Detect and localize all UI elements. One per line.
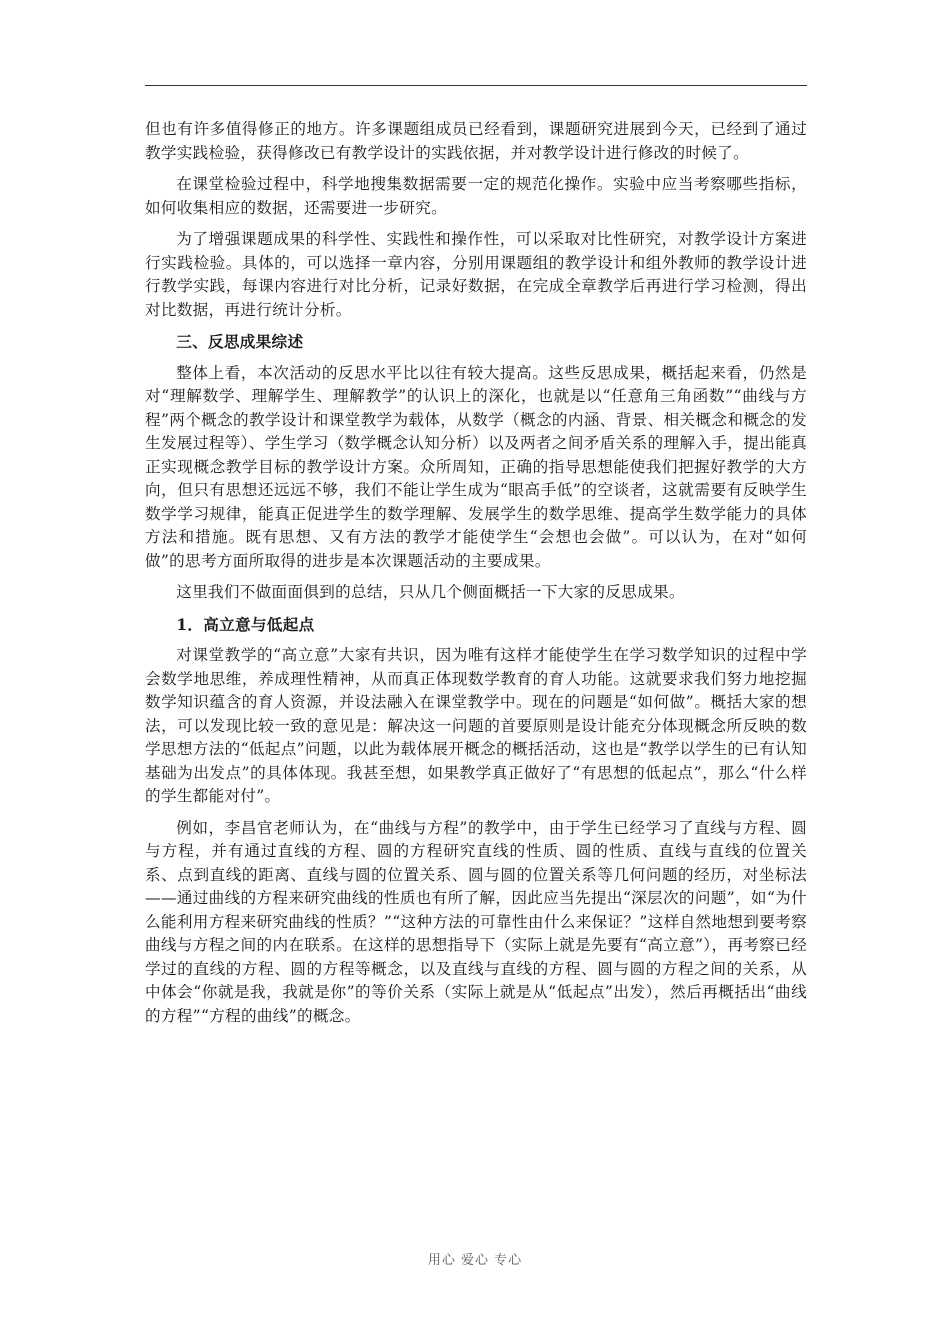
section-heading-3: 三、反思成果综述 xyxy=(176,332,304,351)
paragraph-2: 在课堂检验过程中，科学地搜集数据需要一定的规范化操作。实验中应当考察哪些指标，如何收集相应的数据，还需要进一步研究。 xyxy=(145,175,807,217)
header-rule xyxy=(145,85,807,86)
paragraph-6: 对课堂教学的“高立意”大家有共识，因为唯有这样才能使学生在学习数学知识的过程中学会数学地思维，养成理性精神，从而真正体现数学教育的育人功能。这就要求我们努力地挖掘数学知识蕴含的育人资源，并设法融入在课堂教学中。现在的问题是“如何做”。概括大家的想法，可以发现比较一致的意见是：解决这一问题的首要原则是设计能充分体现概念所反映的数学思想方法的“低起点”问题，以此为载体展开概念的概括活动，这也是“教学以学生的已有认知基础为出发点”的具体体现。我甚至想，如果教学真正做好了“有思想的低起点”，那么“什么样的学生都能对付”。 xyxy=(145,646,807,805)
paragraph-5: 这里我们不做面面俱到的总结，只从几个侧面概括一下大家的反思成果。 xyxy=(176,583,685,601)
paragraph-3: 为了增强课题成果的科学性、实践性和操作性，可以采取对比性研究，对教学设计方案进行实践检验。具体的，可以选择一章内容，分别用课题组的教学设计和组外教师的教学设计进行教学实践，每课内容进行对比分析，记录好数据，在完成全章教学后再进行学习检测，得出对比数据，再进行统计分析。 xyxy=(145,230,807,319)
page-footer: 用心 爱心 专心 xyxy=(427,1253,523,1268)
paragraph-4: 整体上看，本次活动的反思水平比以往有较大提高。这些反思成果，概括起来看，仍然是对“理解数学、理解学生、理解教学”的认识上的深化，也就是以“任意角三角函数”“曲线与方程”两个概念的教学设计和课堂教学为载体，从数学（概念的内涵、背景、相关概念和概念的发生发展过程等）、学生学习（数学概念认知分析）以及两者之间矛盾关系的理解入手，提出能真正实现概念教学目标的教学设计方案。众所周知，正确的指导思想能使我们把握好教学的大方向，但只有思想还远远不够，我们不能让学生成为“眼高手低”的空谈者，这就需要有反映学生数学学习规律，能真正促进学生的数学理解、发展学生的数学思维、提高学生数学能力的具体方法和措施。既有思想、又有方法的教学才能使学生“会想也会做”。可以认为，在对“如何做”的思考方面所取得的进步是本次课题活动的主要成果。 xyxy=(145,363,807,570)
paragraph-1: 但也有许多值得修正的地方。许多课题组成员已经看到，课题研究进展到今天，已经到了通过教学实践检验，获得修改已有教学设计的实践依据，并对教学设计进行修改的时候了。 xyxy=(145,120,807,162)
page-body xyxy=(145,118,807,1036)
subsection-heading-1: 1．高立意与低起点 xyxy=(176,614,315,634)
paragraph-7: 例如，李昌官老师认为，在“曲线与方程”的教学中，由于学生已经学习了直线与方程、圆与方程，并有通过直线的方程、圆的方程研究直线的性质、圆的性质、直线与直线的位置关系、点到直线的距离、直线与圆的位置关系、圆与圆的位置关系等几何问题的经历，对坐标法——通过曲线的方程来研究曲线的性质也有所了解，因此应当先提出“深层次的问题”，如“为什么能利用方程来研究曲线的性质？”“这种方法的可靠性由什么来保证？”这样自然地想到要考察曲线与方程之间的内在联系。在这样的思想指导下（实际上就是先要有“高立意”），再考察已经学过的直线的方程、圆的方程等概念，以及直线与直线的方程、圆与圆的方程之间的关系，从中体会“你就是我，我就是你”的等价关系（实际上就是从“低起点”出发），然后再概括出“曲线的方程”“方程的曲线”的概念。 xyxy=(145,818,807,1025)
